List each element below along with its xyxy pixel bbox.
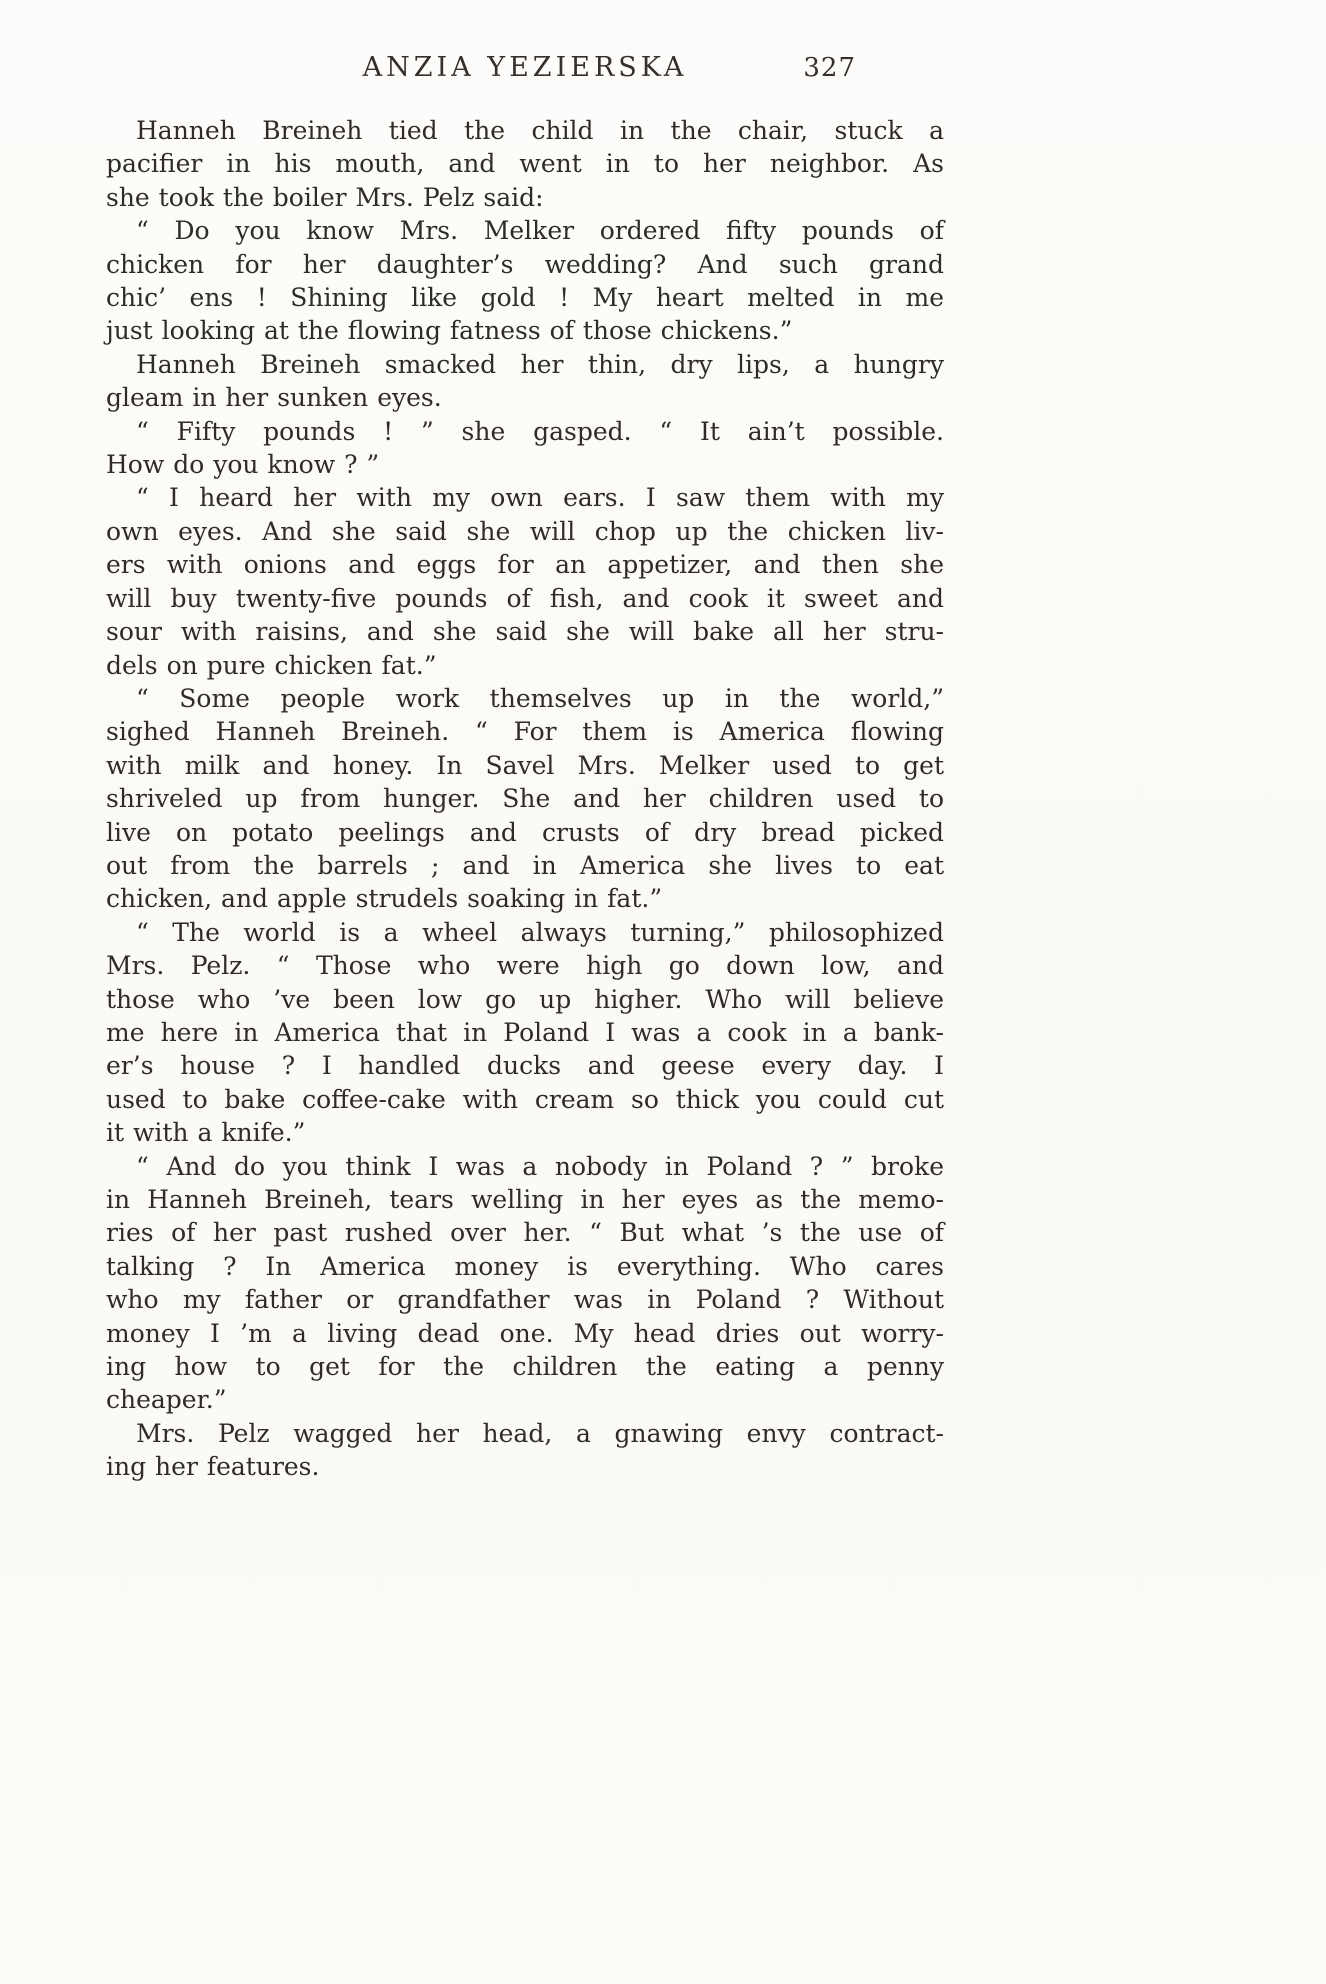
text-line: used to bake coffee-cake with cream so thick you could cut xyxy=(106,1084,944,1114)
text-line: pacifier in his mouth, and went in to her neighbor. As xyxy=(106,149,944,179)
text-line: “ Some people work themselves up in the world,” xyxy=(136,683,944,713)
text-line: ing her features. xyxy=(106,1452,320,1482)
page-number: 327 xyxy=(803,53,856,83)
paragraph xyxy=(106,481,944,681)
text-line: “ I heard her with my own ears. I saw them with my xyxy=(136,483,944,513)
text-line: chicken, and apple strudels soaking in fat.” xyxy=(106,884,663,914)
text-line: Hanneh Breineh tied the child in the chair, stuck a xyxy=(136,116,944,145)
text-body xyxy=(106,114,944,1484)
paragraph xyxy=(106,682,944,916)
text-line: talking ? In America money is everything. Who cares xyxy=(106,1251,944,1281)
text-line: cheaper.” xyxy=(106,1385,227,1415)
text-line: ries of her past rushed over her. “ But what ’s the use of xyxy=(106,1218,944,1248)
text-line: gleam in her sunken eyes. xyxy=(106,383,442,413)
text-line: “ The world is a wheel always turning,” philosophized xyxy=(136,917,944,947)
text-line: with milk and honey. In Savel Mrs. Melker used to get xyxy=(106,750,944,780)
text-line: Mrs. Pelz. “ Those who were high go down low, and xyxy=(106,951,944,981)
text-line: dels on pure chicken fat.” xyxy=(106,650,437,680)
text-line: “ And do you think I was a nobody in Poland ? ” broke xyxy=(136,1151,944,1181)
text-line: money I ’m a living dead one. My head dries out worry- xyxy=(106,1318,944,1348)
text-line: chic’ ens ! Shining like gold ! My heart melted in me xyxy=(106,283,944,313)
text-line: will buy twenty-five pounds of fish, and cook it sweet and xyxy=(106,583,944,613)
paragraph xyxy=(106,1150,944,1417)
text-line: er’s house ? I handled ducks and geese every day. I xyxy=(106,1051,944,1081)
text-line: those who ’ve been low go up higher. Who will believe xyxy=(106,984,944,1014)
running-head xyxy=(106,52,944,88)
paragraph xyxy=(106,348,944,415)
text-line: me here in America that in Poland I was a cook in a bank- xyxy=(106,1017,944,1047)
text-line: who my father or grandfather was in Poland ? Without xyxy=(106,1285,944,1315)
text-line: sour with raisins, and she said she will bake all her stru- xyxy=(106,617,944,647)
text-line: shriveled up from hunger. She and her children used to xyxy=(106,784,944,814)
text-line: ing how to get for the children the eating a penny xyxy=(106,1352,944,1382)
text-line: in Hanneh Breineh, tears welling in her eyes as the memo- xyxy=(106,1185,944,1214)
text-line: she took the boiler Mrs. Pelz said: xyxy=(106,182,544,212)
text-line: “ Fifty pounds ! ” she gasped. “ It ain’t possible. xyxy=(136,416,944,446)
text-line: sighed Hanneh Breineh. “ For them is America flowing xyxy=(106,717,944,747)
text-line: “ Do you know Mrs. Melker ordered fifty pounds of xyxy=(136,216,944,246)
paragraph xyxy=(106,415,944,482)
text-line: own eyes. And she said she will chop up the chicken liv- xyxy=(106,516,944,546)
running-head-title: ANZIA YEZIERSKA xyxy=(362,52,688,83)
text-line: How do you know ? ” xyxy=(106,450,380,480)
text-line: chicken for her daughter’s wedding? And such grand xyxy=(106,249,944,279)
text-line: out from the barrels ; and in America she lives to eat xyxy=(106,850,944,880)
text-line: live on potato peelings and crusts of dry bread picked xyxy=(106,817,944,847)
paragraph xyxy=(106,1417,944,1484)
text-line: ers with onions and eggs for an appetizer, and then she xyxy=(106,550,944,580)
paragraph xyxy=(106,214,944,348)
paragraph xyxy=(106,114,944,214)
text-line: just looking at the flowing fatness of those chickens.” xyxy=(106,316,793,346)
text-line: Hanneh Breineh smacked her thin, dry lips, a hungry xyxy=(136,349,944,379)
paragraph xyxy=(106,916,944,1150)
text-line: it with a knife.” xyxy=(106,1118,306,1148)
text-line: Mrs. Pelz wagged her head, a gnawing envy contract- xyxy=(136,1418,944,1448)
